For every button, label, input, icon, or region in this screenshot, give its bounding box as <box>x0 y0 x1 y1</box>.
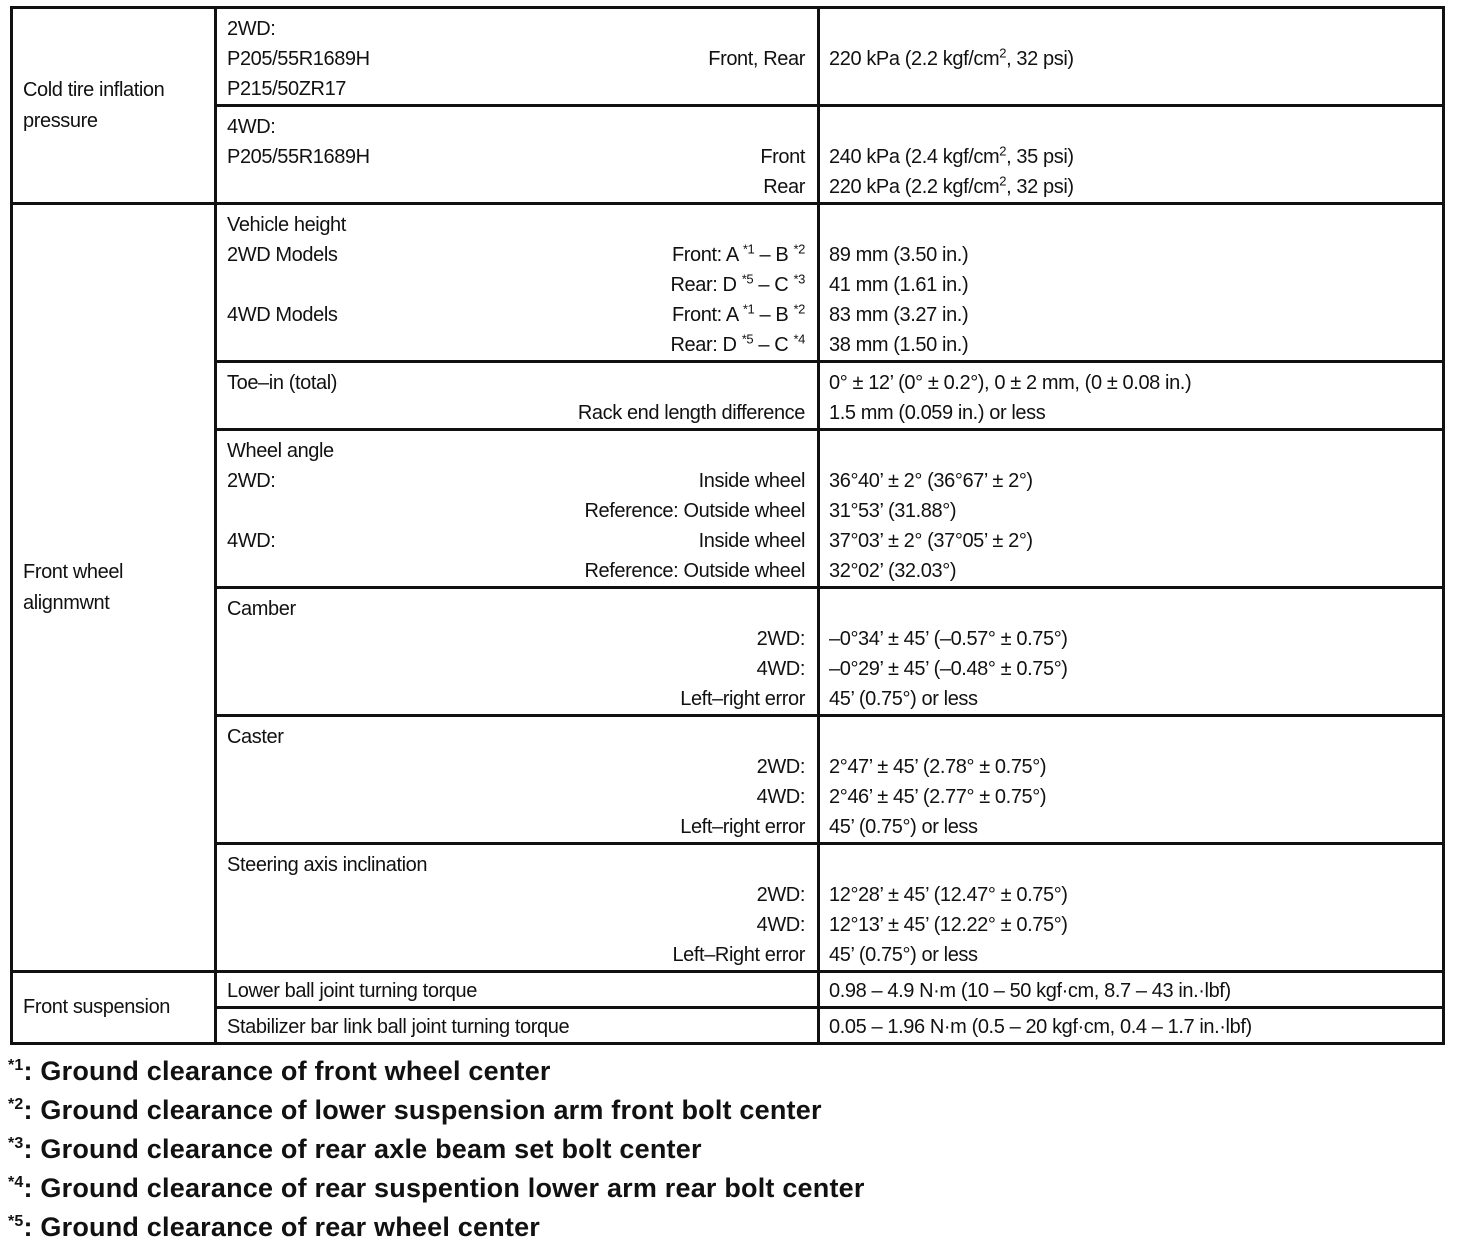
spec-item-line <box>217 684 817 714</box>
footnote-ref: *2 <box>793 241 805 257</box>
spec-value-line <box>820 44 1442 74</box>
condition-text: – C <box>753 334 794 356</box>
item-label: 2WD Models <box>227 244 338 266</box>
spec-item-line <box>217 880 817 910</box>
front-suspension-row <box>12 1008 1444 1044</box>
spec-item-cell <box>216 106 819 204</box>
item-condition: Front <box>760 146 805 168</box>
spec-item-line <box>217 850 817 880</box>
spec-value-line <box>820 74 1442 104</box>
value-superscript: 2 <box>999 173 1007 189</box>
spec-value-cell <box>819 844 1444 972</box>
value-text: 0.98 – 4.9 N·m (10 – 50 kgf·cm, 8.7 – 43 in.·lbf) <box>829 980 1231 1002</box>
spec-value-line <box>820 526 1442 556</box>
footnote-mark: *3 <box>8 1135 24 1152</box>
spec-value-line <box>820 496 1442 526</box>
spec-item-line <box>217 782 817 812</box>
front-suspension-row <box>12 972 1444 1008</box>
spec-value-line <box>820 368 1442 398</box>
spec-item-line <box>217 594 817 624</box>
value-text: , 32 psi) <box>1006 176 1074 198</box>
front-wheel-alignment-row <box>12 588 1444 716</box>
category-label: Front suspension <box>23 996 171 1018</box>
spec-item-cell <box>216 844 819 972</box>
spec-value-line <box>820 556 1442 586</box>
value-superscript: 2 <box>999 143 1007 159</box>
value-superscript: 2 <box>999 45 1007 61</box>
item-label: P205/55R1689H <box>227 48 370 70</box>
spec-value-cell <box>819 430 1444 588</box>
spec-item-line <box>217 398 817 428</box>
spec-item-line <box>217 172 817 202</box>
spec-value-line <box>820 240 1442 270</box>
front-wheel-alignment-row <box>12 716 1444 844</box>
item-label: Vehicle height <box>227 214 346 236</box>
footnote-text: : Ground clearance of front wheel center <box>23 1056 551 1086</box>
value-text: 0° ± 12’ (0° ± 0.2°), 0 ± 2 mm, (0 ± 0.08 in.) <box>829 372 1192 394</box>
spec-value-line <box>820 14 1442 44</box>
item-condition: Left–right error <box>680 816 805 838</box>
item-condition: Rear <box>763 176 805 198</box>
cold-tire-pressure-row <box>12 106 1444 204</box>
item-label: 2WD: <box>227 18 276 40</box>
category-label: alignmwnt <box>23 591 110 614</box>
spec-value-line <box>820 112 1442 142</box>
spec-value-line <box>820 142 1442 172</box>
spec-value-line <box>820 172 1442 202</box>
value-text: 220 kPa (2.2 kgf/cm <box>829 176 1000 198</box>
value-text: 1.5 mm (0.059 in.) or less <box>829 402 1046 424</box>
value-text: 45’ (0.75°) or less <box>829 688 978 710</box>
spec-value-line <box>820 752 1442 782</box>
condition-text: Rear: D <box>670 334 742 356</box>
value-text: 89 mm (3.50 in.) <box>829 244 969 266</box>
spec-item-line <box>217 112 817 142</box>
value-text: –0°34’ ± 45’ (–0.57° ± 0.75°) <box>829 628 1068 650</box>
spec-value-line <box>820 1012 1442 1042</box>
condition-text: – B <box>754 244 794 266</box>
spec-value-line <box>820 594 1442 624</box>
spec-item-line <box>217 654 817 684</box>
spec-value-line <box>820 910 1442 940</box>
condition-text: Front: A <box>671 304 743 326</box>
value-text: 41 mm (1.61 in.) <box>829 274 969 296</box>
footnote-text: : Ground clearance of lower suspension arm front bolt center <box>23 1095 822 1125</box>
item-condition: Reference: Outside wheel <box>584 560 805 582</box>
item-label: 4WD Models <box>227 304 338 326</box>
spec-value-line <box>820 850 1442 880</box>
category-label: Front wheel <box>23 560 124 583</box>
value-text: 0.05 – 1.96 N·m (0.5 – 20 kgf·cm, 0.4 – 1.7 in.·lbf) <box>829 1016 1252 1038</box>
footnote-ref: *5 <box>741 331 754 347</box>
item-condition: 2WD: <box>756 756 805 778</box>
spec-value-line <box>820 722 1442 752</box>
item-condition: Left–Right error <box>672 944 805 966</box>
spec-item-line <box>217 330 817 360</box>
spec-value-line <box>820 624 1442 654</box>
spec-value-line <box>820 466 1442 496</box>
spec-value-line <box>820 654 1442 684</box>
footnote-mark: *5 <box>8 1213 24 1230</box>
spec-item-cell <box>216 362 819 430</box>
value-text: 12°28’ ± 45’ (12.47° ± 0.75°) <box>829 884 1068 906</box>
item-label: Caster <box>227 726 284 748</box>
spec-value-cell <box>819 204 1444 362</box>
spec-item-line <box>217 910 817 940</box>
spec-item-line <box>217 240 817 270</box>
cold-tire-pressure-row <box>12 8 1444 106</box>
footnote-item <box>8 1052 865 1091</box>
cold-tire-pressure-category <box>12 8 216 204</box>
value-text: 240 kPa (2.4 kgf/cm <box>829 146 1000 168</box>
item-label: 4WD: <box>227 530 276 552</box>
footnotes <box>8 1052 865 1247</box>
footnote-text: : Ground clearance of rear axle beam set bolt center <box>23 1134 702 1164</box>
spec-value-cell <box>819 106 1444 204</box>
item-label: P215/50ZR17 <box>227 78 347 100</box>
spec-value-line <box>820 940 1442 970</box>
item-label: 2WD: <box>227 470 276 492</box>
spec-item-line <box>217 270 817 300</box>
spec-value-line <box>820 812 1442 842</box>
spec-item-cell <box>216 204 819 362</box>
item-label: P205/55R1689H <box>227 146 370 168</box>
spec-value-line <box>820 270 1442 300</box>
item-condition <box>670 270 805 300</box>
spec-item-line <box>217 14 817 44</box>
spec-item-cell <box>216 1008 819 1044</box>
spec-value-cell <box>819 362 1444 430</box>
condition-text: Rear: D <box>670 274 742 296</box>
item-label: 4WD: <box>227 116 276 138</box>
condition-text: Front: A <box>671 244 743 266</box>
item-condition <box>672 240 805 270</box>
value-text: 45’ (0.75°) or less <box>829 944 978 966</box>
footnote-ref: *1 <box>742 241 755 257</box>
condition-text: – C <box>753 274 794 296</box>
front-suspension-category <box>12 972 216 1044</box>
spec-value-cell <box>819 8 1444 106</box>
footnote-text: : Ground clearance of rear wheel center <box>23 1212 541 1242</box>
condition-text: – B <box>754 304 794 326</box>
category-label: Cold tire inflation <box>23 78 165 101</box>
spec-value-line <box>820 398 1442 428</box>
spec-item-cell <box>216 8 819 106</box>
item-label: Lower ball joint turning torque <box>227 980 477 1002</box>
footnote-text: : Ground clearance of rear suspention lower arm rear bolt center <box>23 1173 865 1203</box>
value-text: 220 kPa (2.2 kgf/cm <box>829 48 1000 70</box>
value-text: , 35 psi) <box>1006 146 1074 168</box>
spec-value-line <box>820 880 1442 910</box>
spec-item-line <box>217 496 817 526</box>
footnote-ref: *5 <box>741 271 754 287</box>
value-text: 31°53’ (31.88°) <box>829 500 957 522</box>
footnote-ref: *4 <box>793 331 805 347</box>
spec-value-line <box>820 782 1442 812</box>
item-condition: Reference: Outside wheel <box>584 500 805 522</box>
spec-value-cell <box>819 716 1444 844</box>
value-text: , 32 psi) <box>1006 48 1074 70</box>
item-condition: 4WD: <box>756 658 805 680</box>
item-condition: Rack end length difference <box>577 402 805 424</box>
spec-item-line <box>217 368 817 398</box>
footnote-item <box>8 1130 865 1169</box>
value-text: 2°47’ ± 45’ (2.78° ± 0.75°) <box>829 756 1047 778</box>
value-text: 12°13’ ± 45’ (12.22° ± 0.75°) <box>829 914 1068 936</box>
item-label: Steering axis inclination <box>227 854 428 876</box>
spec-item-cell <box>216 430 819 588</box>
front-wheel-alignment-row <box>12 430 1444 588</box>
value-text: 45’ (0.75°) or less <box>829 816 978 838</box>
spec-item-line <box>217 526 817 556</box>
spec-item-line <box>217 812 817 842</box>
spec-value-cell <box>819 1008 1444 1044</box>
spec-item-line <box>217 556 817 586</box>
item-label: Wheel angle <box>227 440 334 462</box>
spec-item-line <box>217 74 817 104</box>
item-condition <box>670 330 805 360</box>
footnote-item <box>8 1208 865 1247</box>
value-text: 2°46’ ± 45’ (2.77° ± 0.75°) <box>829 786 1047 808</box>
specification-table <box>10 6 1445 1045</box>
spec-item-line <box>217 436 817 466</box>
footnote-ref: *2 <box>793 301 805 317</box>
item-label: Camber <box>227 598 296 620</box>
footnote-item <box>8 1091 865 1130</box>
spec-item-line <box>217 210 817 240</box>
spec-value-line <box>820 436 1442 466</box>
item-condition <box>672 300 805 330</box>
front-wheel-alignment-row <box>12 362 1444 430</box>
spec-item-line <box>217 1012 817 1042</box>
item-condition: Inside wheel <box>698 470 805 492</box>
spec-item-line <box>217 142 817 172</box>
value-text: –0°29’ ± 45’ (–0.48° ± 0.75°) <box>829 658 1068 680</box>
spec-item-line <box>217 300 817 330</box>
spec-value-line <box>820 300 1442 330</box>
item-label: Toe–in (total) <box>227 372 338 394</box>
spec-value-line <box>820 976 1442 1006</box>
spec-item-line <box>217 940 817 970</box>
value-text: 36°40’ ± 2° (36°67’ ± 2°) <box>829 470 1033 492</box>
item-condition: 4WD: <box>756 914 805 936</box>
spec-item-line <box>217 752 817 782</box>
footnote-mark: *1 <box>8 1057 24 1074</box>
spec-item-cell <box>216 716 819 844</box>
footnote-mark: *4 <box>8 1174 24 1191</box>
item-label: Stabilizer bar link ball joint turning torque <box>227 1016 570 1038</box>
spec-item-line <box>217 624 817 654</box>
spec-item-line <box>217 976 817 1006</box>
item-condition: 2WD: <box>756 628 805 650</box>
spec-value-cell <box>819 588 1444 716</box>
spec-value-cell <box>819 972 1444 1008</box>
spec-value-line <box>820 330 1442 360</box>
front-wheel-alignment-row <box>12 844 1444 972</box>
footnote-ref: *3 <box>793 271 805 287</box>
spec-item-line <box>217 722 817 752</box>
value-text: 83 mm (3.27 in.) <box>829 304 969 326</box>
category-label: pressure <box>23 109 98 132</box>
item-condition: 4WD: <box>756 786 805 808</box>
item-condition: 2WD: <box>756 884 805 906</box>
footnote-mark: *2 <box>8 1096 24 1113</box>
spec-item-cell <box>216 588 819 716</box>
value-text: 38 mm (1.50 in.) <box>829 334 969 356</box>
value-text: 32°02’ (32.03°) <box>829 560 957 582</box>
front-wheel-alignment-row <box>12 204 1444 362</box>
spec-item-cell <box>216 972 819 1008</box>
item-condition: Inside wheel <box>698 530 805 552</box>
front-wheel-alignment-category <box>12 204 216 972</box>
spec-item-line <box>217 466 817 496</box>
spec-value-line <box>820 684 1442 714</box>
footnote-item <box>8 1169 865 1208</box>
spec-value-line <box>820 210 1442 240</box>
value-text: 37°03’ ± 2° (37°05’ ± 2°) <box>829 530 1033 552</box>
footnote-ref: *1 <box>742 301 755 317</box>
spec-item-line <box>217 44 817 74</box>
item-condition: Front, Rear <box>708 48 805 70</box>
item-condition: Left–right error <box>680 688 805 710</box>
